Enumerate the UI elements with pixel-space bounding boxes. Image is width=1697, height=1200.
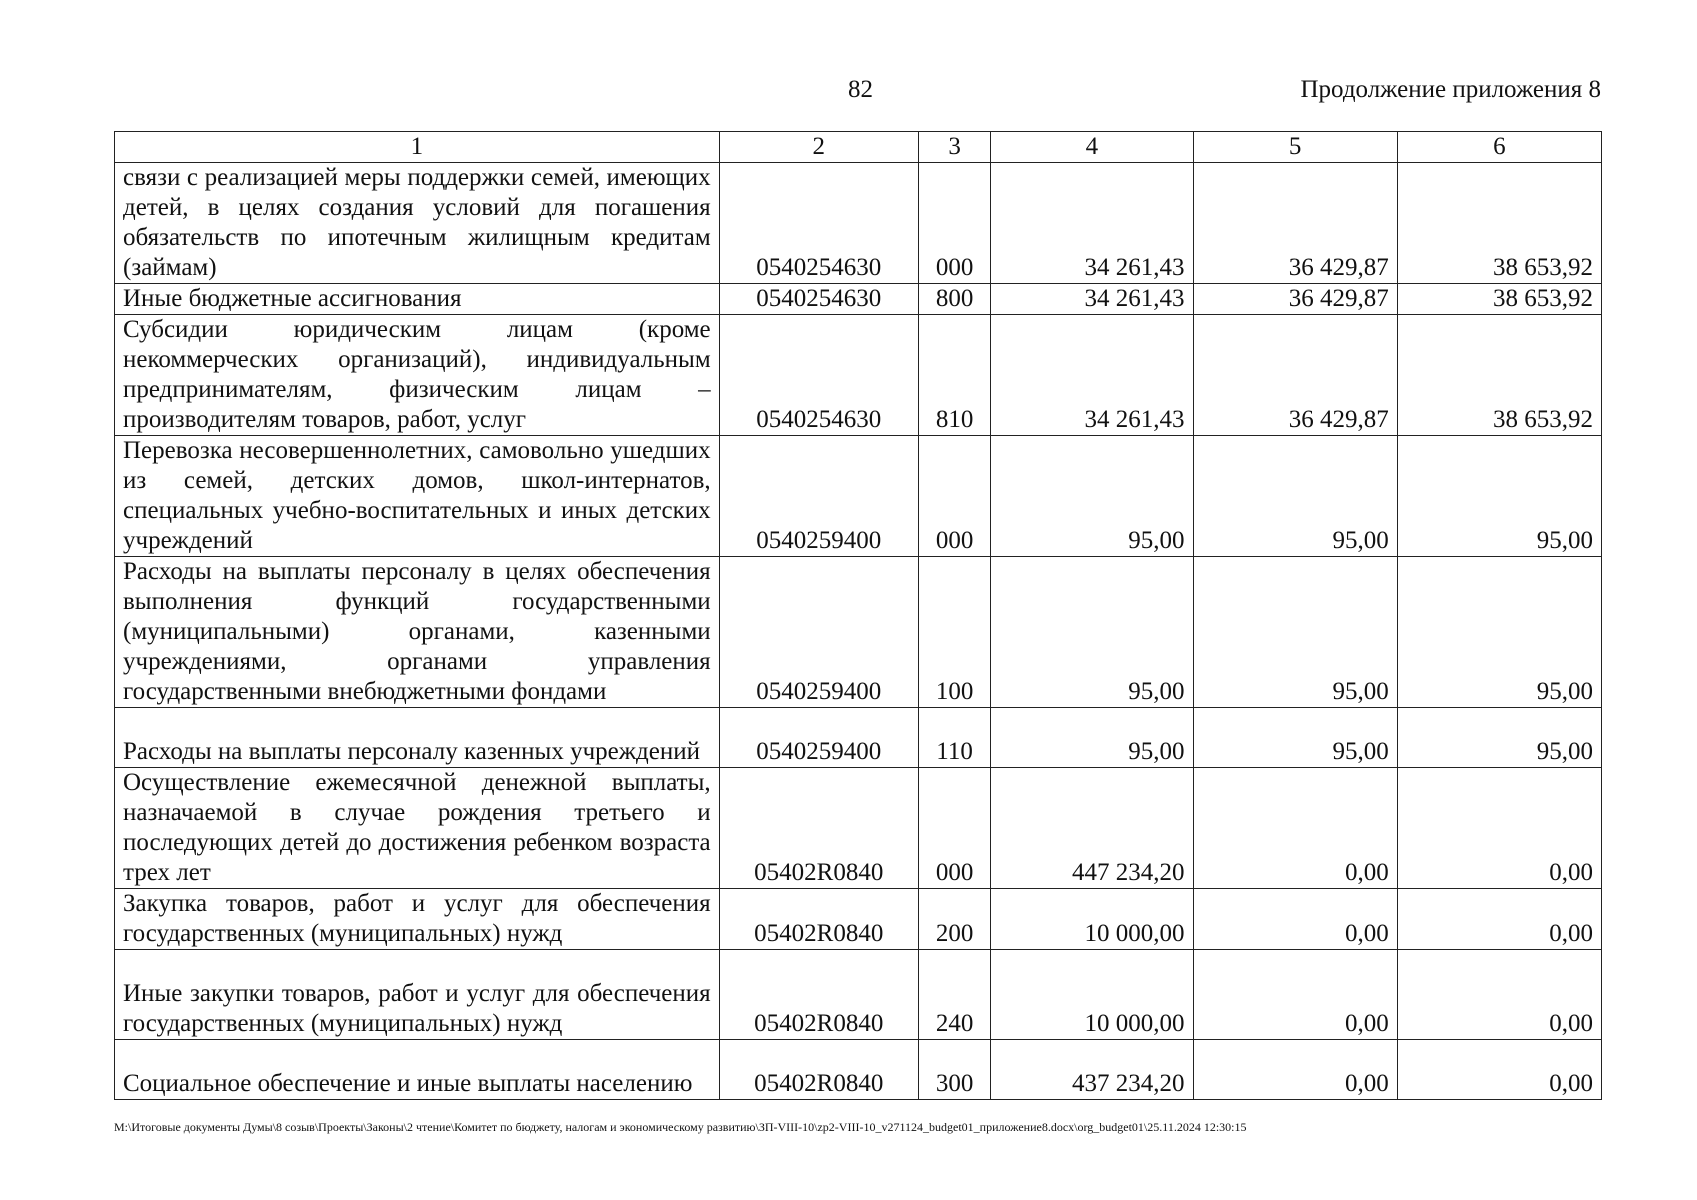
amount-col6-cell: 38 653,92 <box>1397 163 1601 284</box>
page-number: 82 <box>848 76 873 103</box>
target-article-code-cell: 0540254630 <box>719 163 918 284</box>
target-article-code-cell: 05402R0840 <box>719 889 918 950</box>
expense-name-cell: Закупка товаров, работ и услуг для обеспечения государственных (муниципальных) нужд <box>115 889 720 950</box>
table-row <box>115 889 1602 950</box>
amount-col5-cell: 36 429,87 <box>1193 163 1397 284</box>
amount-col5-cell: 95,00 <box>1193 436 1397 557</box>
document-file-path: M:\Итоговые документы Думы\8 созыв\Проекты\Законы\2 чтение\Комитет по бюджету, налогам и экономическому развитию\ЗП-VIII-10\zp2-VIII-10_v271124_budget01_приложение8.docx\org_budget01\25.11.2024 12:30:15 <box>114 1120 1247 1134</box>
target-article-code-cell: 0540259400 <box>719 436 918 557</box>
expense-name-cell: Расходы на выплаты персоналу казенных учреждений <box>115 708 720 768</box>
amount-col4-cell: 34 261,43 <box>991 315 1193 436</box>
amount-col5-cell: 0,00 <box>1193 1040 1397 1100</box>
amount-col4-cell: 95,00 <box>991 557 1193 708</box>
expense-type-cell: 000 <box>918 768 990 889</box>
table-row <box>115 557 1602 708</box>
column-header: 3 <box>918 132 990 163</box>
expense-name-cell: Социальное обеспечение и иные выплаты населению <box>115 1040 720 1100</box>
amount-col5-cell: 95,00 <box>1193 708 1397 768</box>
amount-col4-cell: 447 234,20 <box>991 768 1193 889</box>
amount-col4-cell: 10 000,00 <box>991 889 1193 950</box>
expense-type-cell: 300 <box>918 1040 990 1100</box>
target-article-code-cell: 0540254630 <box>719 315 918 436</box>
target-article-code-cell: 05402R0840 <box>719 950 918 1040</box>
expense-type-cell: 800 <box>918 284 990 315</box>
amount-col5-cell: 0,00 <box>1193 950 1397 1040</box>
column-header: 1 <box>115 132 720 163</box>
expense-name-cell: Перевозка несовершеннолетних, самовольно ушедших из семей, детских домов, школ-интернатов, специальных учебно-воспитательных и иных детских учреждений <box>115 436 720 557</box>
amount-col6-cell: 38 653,92 <box>1397 315 1601 436</box>
expense-name-cell: Субсидии юридическим лицам (кроме некоммерческих организаций), индивидуальным предпринимателям, физическим лицам – производителям товаров, работ, услуг <box>115 315 720 436</box>
target-article-code-cell: 0540254630 <box>719 284 918 315</box>
column-number-row <box>115 132 1602 163</box>
table-row <box>115 708 1602 768</box>
amount-col4-cell: 10 000,00 <box>991 950 1193 1040</box>
table-row <box>115 284 1602 315</box>
amount-col6-cell: 95,00 <box>1397 436 1601 557</box>
table-row <box>115 315 1602 436</box>
amount-col6-cell: 0,00 <box>1397 889 1601 950</box>
amount-col6-cell: 0,00 <box>1397 1040 1601 1100</box>
amount-col6-cell: 38 653,92 <box>1397 284 1601 315</box>
expense-name-cell: Иные закупки товаров, работ и услуг для обеспечения государственных (муниципальных) нужд <box>115 950 720 1040</box>
table-row <box>115 950 1602 1040</box>
expense-type-cell: 810 <box>918 315 990 436</box>
column-header: 4 <box>991 132 1193 163</box>
table-row <box>115 768 1602 889</box>
amount-col5-cell: 0,00 <box>1193 768 1397 889</box>
amount-col5-cell: 0,00 <box>1193 889 1397 950</box>
column-header: 2 <box>719 132 918 163</box>
target-article-code-cell: 0540259400 <box>719 708 918 768</box>
budget-table <box>114 131 1602 1100</box>
amount-col5-cell: 36 429,87 <box>1193 284 1397 315</box>
target-article-code-cell: 05402R0840 <box>719 768 918 889</box>
expense-type-cell: 100 <box>918 557 990 708</box>
target-article-code-cell: 0540259400 <box>719 557 918 708</box>
amount-col4-cell: 34 261,43 <box>991 163 1193 284</box>
expense-type-cell: 240 <box>918 950 990 1040</box>
appendix-continuation-title: Продолжение приложения 8 <box>1300 76 1601 103</box>
amount-col4-cell: 95,00 <box>991 708 1193 768</box>
table-row <box>115 436 1602 557</box>
amount-col6-cell: 95,00 <box>1397 557 1601 708</box>
target-article-code-cell: 05402R0840 <box>719 1040 918 1100</box>
amount-col4-cell: 34 261,43 <box>991 284 1193 315</box>
column-header: 5 <box>1193 132 1397 163</box>
expense-name-cell: связи с реализацией меры поддержки семей, имеющих детей, в целях создания условий для погашения обязательств по ипотечным жилищным кредитам (займам) <box>115 163 720 284</box>
expense-name-cell: Осуществление ежемесячной денежной выплаты, назначаемой в случае рождения третьего и последующих детей до достижения ребенком возраста трех лет <box>115 768 720 889</box>
amount-col4-cell: 437 234,20 <box>991 1040 1193 1100</box>
table-row <box>115 1040 1602 1100</box>
amount-col5-cell: 36 429,87 <box>1193 315 1397 436</box>
expense-name-cell: Расходы на выплаты персоналу в целях обеспечения выполнения функций государственными (муниципальными) органами, казенными учреждениями, органами управления государственными внебюджетными фондами <box>115 557 720 708</box>
amount-col6-cell: 95,00 <box>1397 708 1601 768</box>
amount-col4-cell: 95,00 <box>991 436 1193 557</box>
table-row <box>115 163 1602 284</box>
expense-type-cell: 000 <box>918 436 990 557</box>
expense-type-cell: 200 <box>918 889 990 950</box>
expense-type-cell: 110 <box>918 708 990 768</box>
amount-col6-cell: 0,00 <box>1397 768 1601 889</box>
expense-name-cell: Иные бюджетные ассигнования <box>115 284 720 315</box>
expense-type-cell: 000 <box>918 163 990 284</box>
amount-col6-cell: 0,00 <box>1397 950 1601 1040</box>
amount-col5-cell: 95,00 <box>1193 557 1397 708</box>
column-header: 6 <box>1397 132 1601 163</box>
